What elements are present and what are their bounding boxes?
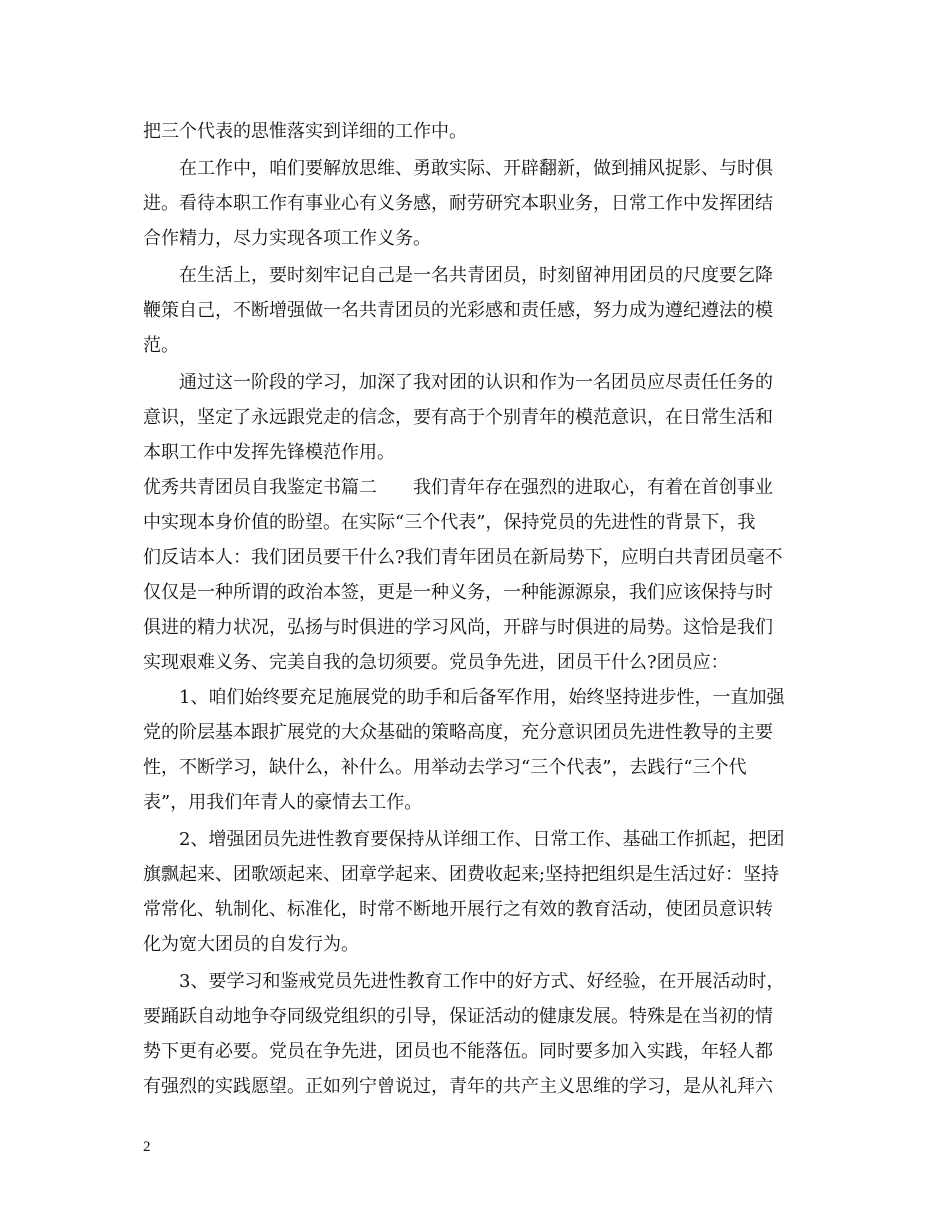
text-line: 中实现本身价值的盼望。在实际“三个代表”，保持党员的先进性的背景下，我 xyxy=(143,512,756,533)
text-line: 仅仅是一种所谓的政治本签，更是一种义务，一种能源源泉，我们应该保持与时 xyxy=(143,582,773,603)
text-line: 把三个代表的思惟落实到详细的工作中。 xyxy=(143,121,467,142)
text-line: 势下更有必要。党员在争先进，团员也不能落伍。同时要多加入实践，年轻人都 xyxy=(143,1041,773,1062)
text-line: 范。 xyxy=(143,335,179,356)
text-line: 实现艰难义务、完美自我的急切须要。党员争先进，团员干什么?团员应： xyxy=(143,652,729,673)
text-line: 们反诘本人：我们团员要干什么?我们青年团员在新局势下，应明白共青团员毫不 xyxy=(143,547,783,568)
text-line: 党的阶层基本跟扩展党的大众基础的策略高度，充分意识团员先进性教导的主要 xyxy=(143,722,773,743)
paragraph-line: 在生活上，要时刻牢记自己是一名共青团员，时刻留神用团员的尺度要乞降 xyxy=(179,265,773,286)
text-line: 俱进的精力状况，弘扬与时俱进的学习风尚，开辟与时俱进的局势。这恰是我们 xyxy=(143,617,773,638)
text-line: 表”，用我们年青人的豪情去工作。 xyxy=(143,792,423,813)
text-line: 性，不断学习，缺什么，补什么。用举动去学习“三个代表”，去践行“三个代 xyxy=(143,757,747,778)
text-line: 合作精力，尽力实现各项工作义务。 xyxy=(143,228,431,249)
text-line: 本职工作中发挥先锋模范作用。 xyxy=(143,442,395,463)
text-line: 鞭策自己，不断增强做一名共青团员的光彩感和责任感，努力成为遵纪遵法的模 xyxy=(143,300,773,321)
text-line: 有强烈的实践愿望。正如列宁曾说过，青年的共产主义思维的学习，是从礼拜六 xyxy=(143,1076,773,1097)
text-line: 化为宽大团员的自发行为。 xyxy=(143,934,359,955)
paragraph-line: 在工作中，咱们要解放思维、勇敢实际、开辟翻新，做到捕风捉影、与时俱 xyxy=(179,158,773,179)
text-line: 要踊跃自动地争夺同级党组织的引导，保证活动的健康发展。特殊是在当初的情 xyxy=(143,1006,773,1027)
paragraph-line: 通过这一阶段的学习，加深了我对团的认识和作为一名团员应尽责任任务的 xyxy=(179,372,773,393)
text-line: 常常化、轨制化、标准化，时常不断地开展行之有效的教育活动，使团员意识转 xyxy=(143,899,773,920)
paragraph-line: 1、咱们始终要充足施展党的助手和后备军作用，始终坚持进步性，一直加强 xyxy=(179,687,785,708)
paragraph-line: 3、要学习和鉴戒党员先进性教育工作中的好方式、好经验，在开展活动时， xyxy=(179,971,785,992)
text-line: 旗飘起来、团歌颂起来、团章学起来、团费收起来;坚持把组织是生活过好：坚持 xyxy=(143,864,780,885)
section-heading-line: 优秀共青团员自我鉴定书篇二 我们青年存在强烈的进取心，有着在首创事业 xyxy=(143,477,773,498)
paragraph-line: 2、增强团员先进性教育要保持从详细工作、日常工作、基础工作抓起，把团 xyxy=(179,829,785,850)
text-line: 意识，坚定了永远跟党走的信念，要有高于个别青年的模范意识，在日常生活和 xyxy=(143,407,773,428)
document-body xyxy=(143,114,811,1104)
text-line: 进。看待本职工作有事业心有义务感，耐劳研究本职业务，日常工作中发挥团结 xyxy=(143,193,773,214)
page-number: 2 xyxy=(143,1139,151,1155)
